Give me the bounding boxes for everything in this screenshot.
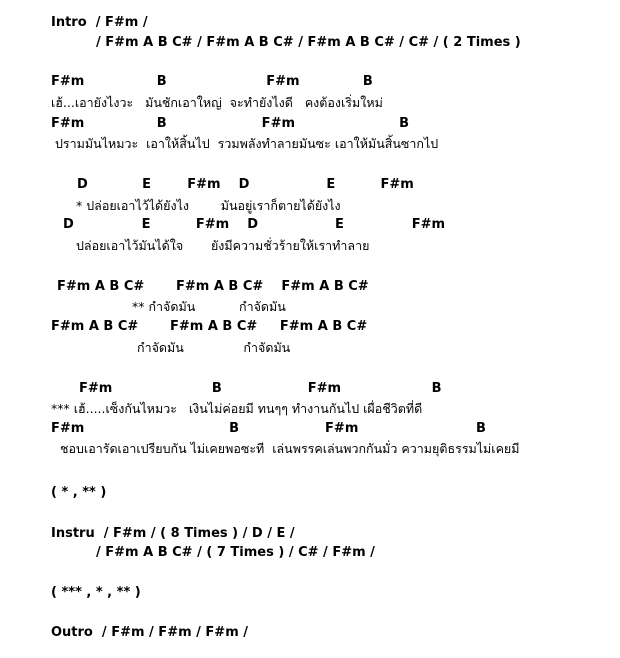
chorus-chords-2: D E F#m D E F#m bbox=[63, 217, 446, 232]
verse1-lyrics-2: ปรามมันไหมวะ เอาให้สิ้นไป รวมพลังทำลายมันซะ เอาให้มันสิ้นซากไป bbox=[55, 136, 439, 151]
instru-progression: / F#m A B C# / ( 7 Times ) / C# / F#m / bbox=[96, 545, 375, 560]
verse2-lyrics-2: ชอบเอารัดเอาเปรียบกัน ไม่เคยพอซะที เล่นพรรคเล่นพวกกันมั่ว ความยุติธรรมไม่เคยมี bbox=[60, 441, 520, 456]
instru-line: Instru / F#m / ( 8 Times ) / D / E / bbox=[51, 526, 295, 541]
chorus-chords-1: D E F#m D E F#m bbox=[77, 177, 414, 192]
verse2-lyrics-1: *** เฮ้.....เซ็งกันไหมวะ เงินไม่ค่อยมี ทนๆๆ ทำงานกันไป เผื่อชีวิตที่ดี bbox=[51, 401, 423, 416]
bridge-chords-2: F#m A B C# F#m A B C# F#m A B C# bbox=[51, 319, 368, 334]
bridge-lyrics-2: กำจัดมัน กำจัดมัน bbox=[137, 340, 291, 355]
intro-line: Intro / F#m / bbox=[51, 15, 148, 30]
bridge-lyrics-1: ** กำจัดมัน กำจัดมัน bbox=[132, 299, 286, 314]
outro-line: Outro / F#m / F#m / F#m / bbox=[51, 625, 249, 640]
bridge-chords-1: F#m A B C# F#m A B C# F#m A B C# bbox=[57, 279, 369, 294]
verse1-chords-2: F#m B F#m B bbox=[51, 116, 410, 131]
repeat-marker-1: ( * , ** ) bbox=[51, 485, 107, 500]
verse2-chords-2: F#m B F#m B bbox=[51, 421, 486, 436]
chorus-lyrics-1: * ปล่อยเอาไว้ได้ยังไง มันอยู่เราก็ตายได้ยังไง bbox=[76, 198, 341, 213]
repeat-marker-2: ( *** , * , ** ) bbox=[51, 585, 141, 600]
verse1-chords-1: F#m B F#m B bbox=[51, 74, 373, 89]
intro-progression: / F#m A B C# / F#m A B C# / F#m A B C# / C# / ( 2 Times ) bbox=[96, 35, 521, 50]
verse2-chords-1: F#m B F#m B bbox=[79, 381, 442, 396]
verse1-lyrics-1: เฮ้...เอายังไงวะ มันชักเอาใหญ่ จะทำยังไงดี คงต้องเริ่มใหม่ bbox=[51, 95, 383, 110]
chorus-lyrics-2: ปล่อยเอาไว้มันได้ใจ ยังมีความชั่วร้ายให้เราทำลาย bbox=[76, 238, 370, 253]
